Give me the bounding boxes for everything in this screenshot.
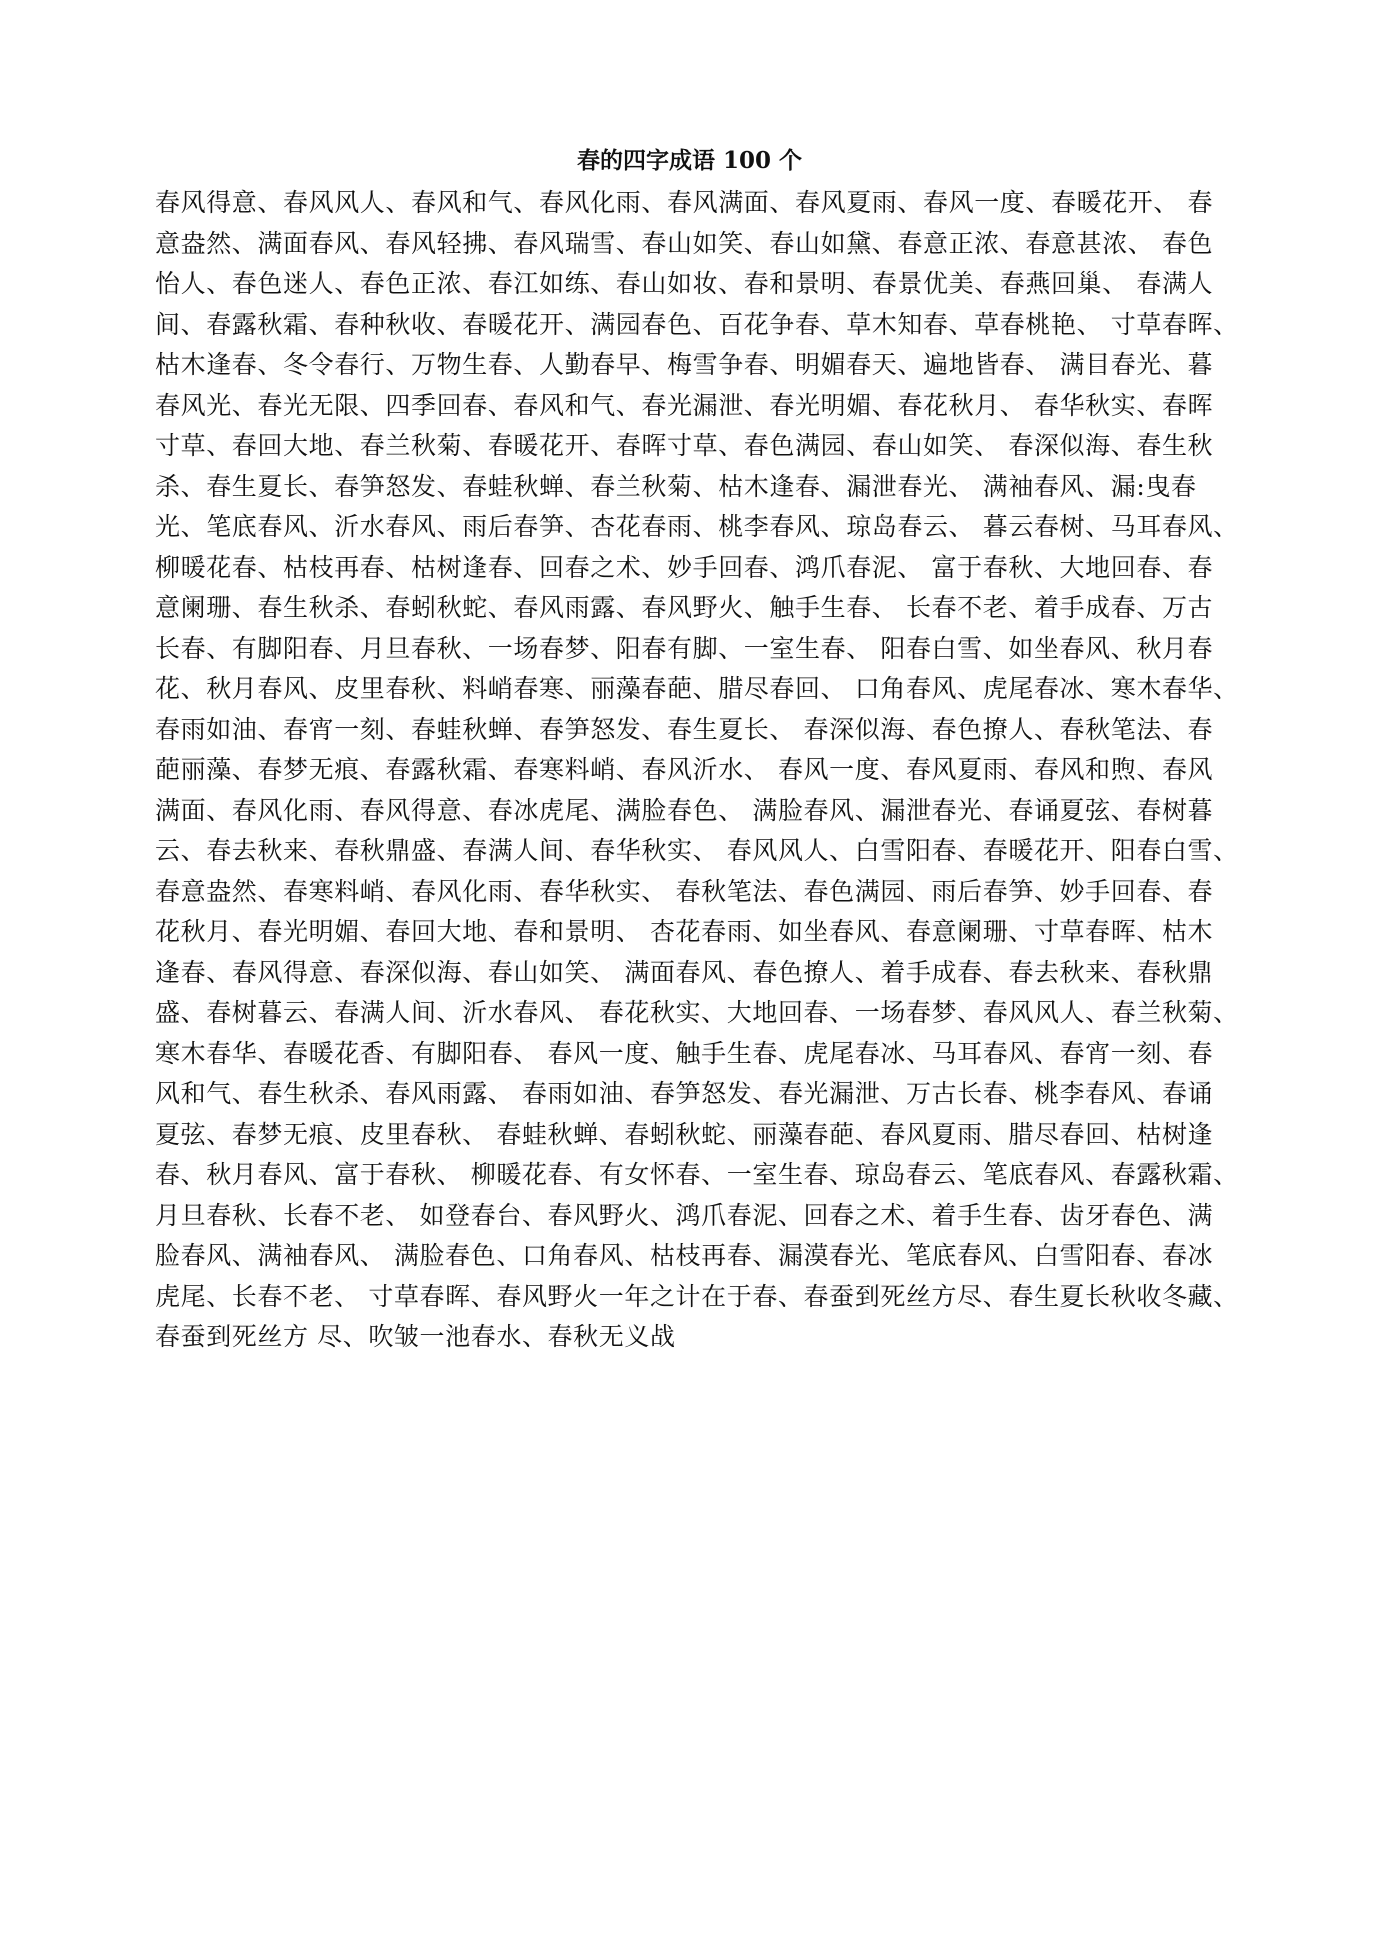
text-line: 满面、春风化雨、春风得意、春冰虎尾、满脸春色、 满脸春风、漏泄春光、春诵夏弦、春树暮 [155, 795, 1214, 825]
text-line: 虎尾、长春不老、 寸草春晖、春风野火一年之计在于春、春蚕到死丝方尽、春生夏长秋收冬藏、 [155, 1281, 1239, 1311]
text-line: 春雨如油、春宵一刻、春蛙秋蝉、春笋怒发、春生夏长、 春深似海、春色撩人、春秋笔法、春 [155, 714, 1214, 744]
text-line: 春风得意、春风风人、春风和气、春风化雨、春风满面、春风夏雨、春风一度、春暖花开、 春 [155, 188, 1214, 217]
text-line: 长春、有脚阳春、月旦春秋、一场春梦、阳春有脚、一室生春、 阳春白雪、如坐春风、秋月春 [155, 633, 1214, 663]
text-line: 怡人、春色迷人、春色正浓、春江如练、春山如妆、春和景明、春景优美、春燕回巢、 春满人 [155, 269, 1214, 298]
text-line: 枯木逢春、冬令春行、万物生春、人勤春早、梅雪争春、明媚春天、遍地皆春、 满目春光、暮 [155, 350, 1214, 379]
text-line: 意盎然、满面春风、春风轻拂、春风瑞雪、春山如笑、春山如黛、春意正浓、春意甚浓、 春色 [155, 228, 1214, 258]
text-line: 春意盎然、春寒料峭、春风化雨、春华秋实、 春秋笔法、春色满园、雨后春笋、妙手回春、春 [155, 876, 1214, 906]
text-line: 云、春去秋来、春秋鼎盛、春满人间、春华秋实、 春风风人、白雪阳春、春暖花开、阳春白雪、 [155, 836, 1239, 865]
text-line: 逢春、春风得意、春深似海、春山如笑、 满面春风、春色撩人、着手成春、春去秋来、春秋鼎 [155, 957, 1214, 987]
text-line: 脸春风、满袖春风、 满脸春色、口角春风、枯枝再春、漏漠春光、笔底春风、白雪阳春、春冰 [155, 1241, 1214, 1270]
text-line: 寸草、春回大地、春兰秋菊、春暖花开、春晖寸草、春色满园、春山如笑、 春深似海、春生秋 [155, 431, 1214, 460]
text-line: 春风光、春光无限、四季回春、春风和气、春光漏泄、春光明媚、春花秋月、 春华秋实、春晖 [155, 390, 1214, 420]
text-line: 花秋月、春光明媚、春回大地、春和景明、 杏花春雨、如坐春风、春意阑珊、寸草春晖、枯木 [155, 917, 1214, 946]
text-line: 葩丽藻、春梦无痕、春露秋霜、春寒料峭、春风沂水、 春风一度、春风夏雨、春风和煦、春风 [155, 755, 1214, 784]
text-line: 柳暖花春、枯枝再春、枯树逢春、回春之术、妙手回春、鸿爪春泥、 富于春秋、大地回春、春 [155, 552, 1214, 582]
document-body [155, 183, 1250, 1358]
text-line: 月旦春秋、长春不老、 如登春台、春风野火、鸿爪春泥、回春之术、着手生春、齿牙春色、满 [155, 1200, 1214, 1230]
text-line: 杀、春生夏长、春笋怒发、春蛙秋蝉、春兰秋菊、枯木逢春、漏泄春光、 满袖春风、漏:曳春 [155, 471, 1197, 501]
text-line: 意阑珊、春生秋杀、春蚓秋蛇、春风雨露、春风野火、触手生春、 长春不老、着手成春、万古 [155, 593, 1214, 622]
text-line: 风和气、春生秋杀、春风雨露、 春雨如油、春笋怒发、春光漏泄、万古长春、桃李春风、春诵 [155, 1079, 1214, 1108]
text-line: 春、秋月春风、富于春秋、 柳暖花春、有女怀春、一室生春、琼岛春云、笔底春风、春露秋霜、 [155, 1160, 1239, 1189]
document-title: 春的四字成语 100 个 [576, 147, 803, 174]
text-line: 春蚕到死丝方 尽、吹皱一池春水、春秋无义战 [155, 1322, 676, 1351]
text-line: 寒木春华、春暖花香、有脚阳春、 春风一度、触手生春、虎尾春冰、马耳春风、春宵一刻、春 [155, 1038, 1214, 1068]
text-line: 夏弦、春梦无痕、皮里春秋、 春蛙秋蝉、春蚓秋蛇、丽藻春葩、春风夏雨、腊尽春回、枯树逢 [155, 1119, 1214, 1149]
text-line: 盛、春树暮云、春满人间、沂水春风、 春花秋实、大地回春、一场春梦、春风风人、春兰秋菊、 [155, 998, 1239, 1027]
text-line: 间、春露秋霜、春种秋收、春暖花开、满园春色、百花争春、草木知春、草春桃艳、 寸草春晖、 [155, 309, 1239, 339]
text-line: 花、秋月春风、皮里春秋、料峭春寒、丽藻春葩、腊尽春回、 口角春风、虎尾春冰、寒木春华、 [155, 674, 1239, 703]
text-line: 光、笔底春风、沂水春风、雨后春笋、杏花春雨、桃李春风、琼岛春云、 暮云春树、马耳春风、 [155, 512, 1239, 541]
